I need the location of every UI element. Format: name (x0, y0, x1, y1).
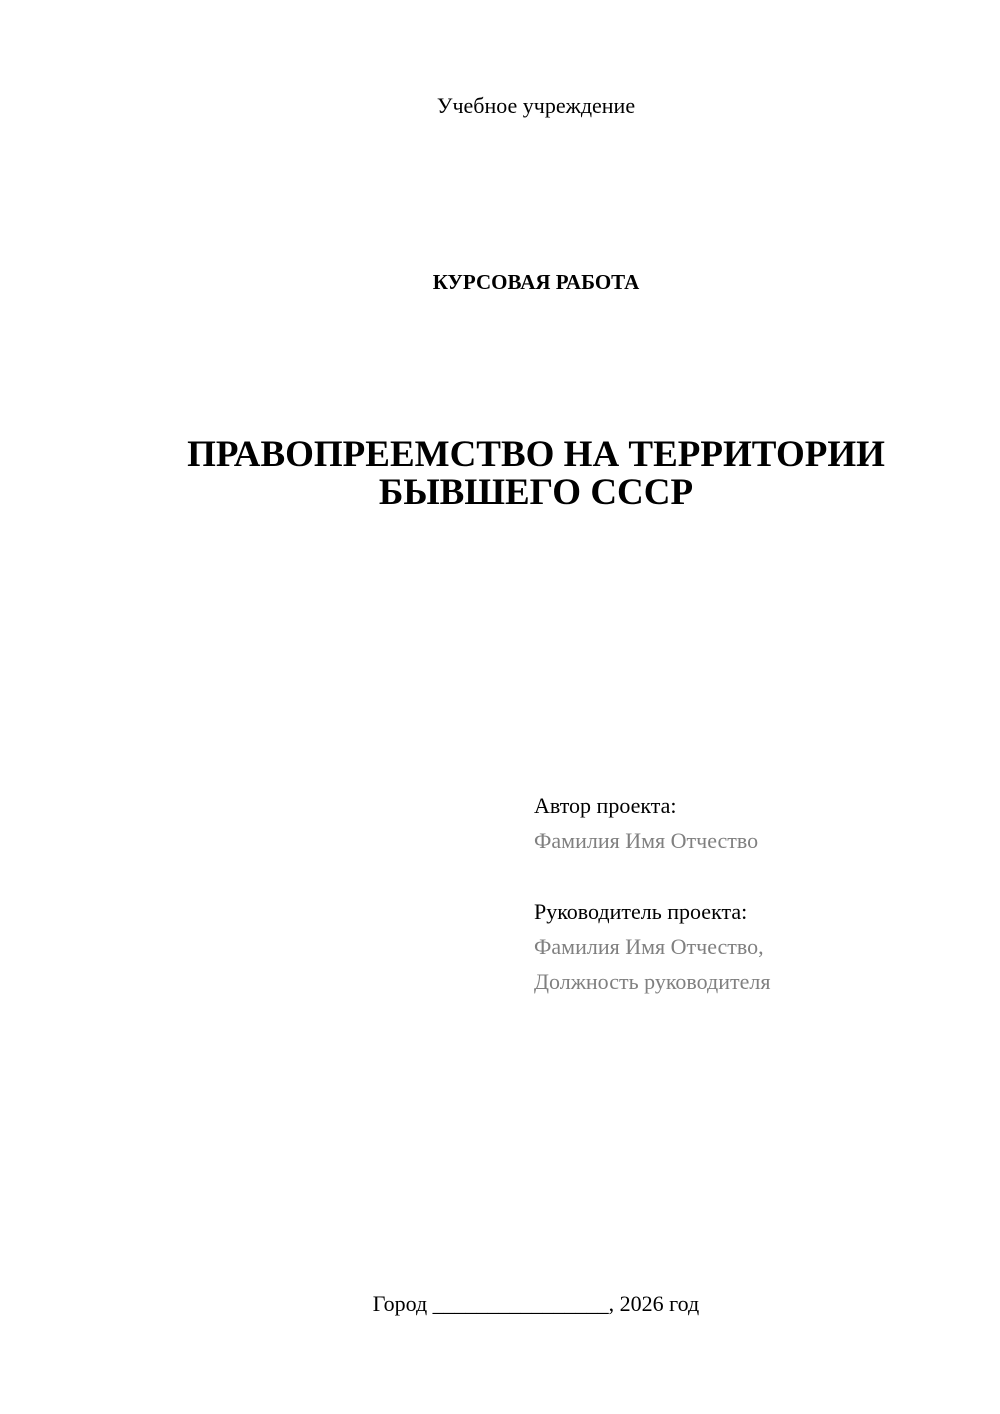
credits-block (534, 788, 770, 999)
supervisor-label: Руководитель проекта: (534, 899, 748, 924)
supervisor-position: Должность руководителя (534, 969, 771, 994)
author-label: Автор проекта: (534, 793, 677, 818)
author-name: Фамилия Имя Отчество (534, 828, 759, 853)
document-title (0, 436, 1000, 512)
title-line-2: БЫВШЕГО СССР (378, 472, 694, 513)
credits-spacer (534, 858, 770, 894)
title-line-1: ПРАВОПРЕЕМСТВО НА ТЕРРИТОРИИ (187, 434, 885, 475)
work-type-heading: КУРСОВАЯ РАБОТА (432, 270, 640, 294)
institution-name: Учебное учреждение (436, 93, 636, 118)
supervisor-name: Фамилия Имя Отчество, (534, 934, 764, 959)
city-year-line: Город ________________, 2026 год (372, 1291, 700, 1316)
